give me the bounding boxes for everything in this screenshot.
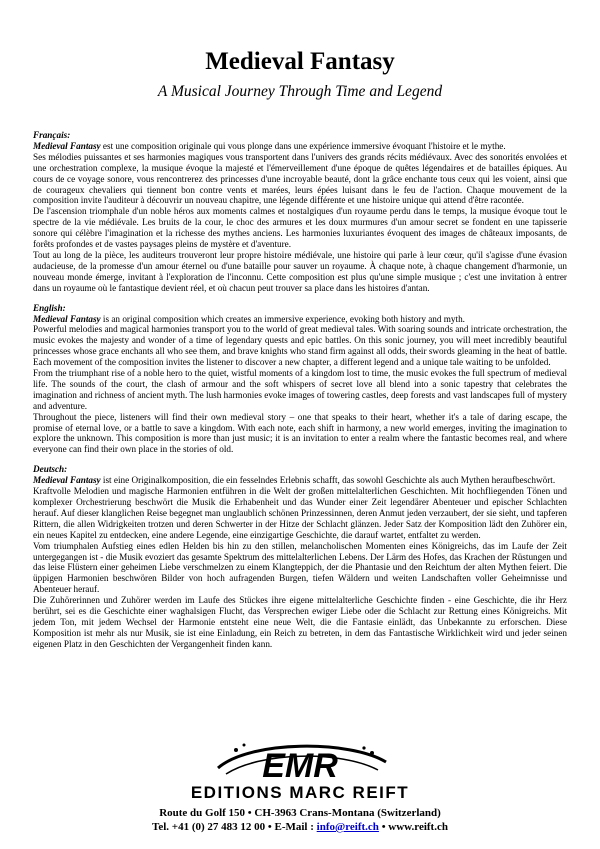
section-german (33, 464, 567, 649)
logo-text: EMR (262, 747, 338, 782)
section-heading-english: English: (33, 302, 66, 313)
work-title-inline: Medieval Fantasy (33, 140, 101, 151)
work-title-inline: Medieval Fantasy (33, 475, 101, 486)
paragraph: Throughout the piece, listeners will find their own medieval story – one that speaks to their heart, whether it's a tale of daring escape, the promise of eternal love, or a battle to save a kingdom. With each note, each shift in harmony, a new world emerges, inviting the imagination to explore the unknown. This composition is more than just music; it is an invitation to enter a realm where the fantastic becomes real, and where everyone can find their own place in the stories of old. (33, 411, 567, 455)
section-heading-french: Français: (33, 130, 71, 140)
work-title-inline: Medieval Fantasy (33, 313, 101, 324)
publisher-footer (0, 738, 600, 834)
email-link[interactable]: info@reift.ch (316, 821, 379, 833)
section-english (33, 303, 567, 456)
publisher-name: EDITIONS MARC REIFT (190, 783, 410, 802)
paragraph: De l'ascension triomphale d'un noble héros aux moments calmes et nostalgiques d'un royaume perdu dans le temps, la musique évoque tout le spectre de la vie médiévale. Les bruits de la cour, le choc des armures et les doux murmures d'un amour secret se fondent en une tapisserie sonore qui célèbre l'imagination et la richesse des mythes anciens. Les harmonies luxuriantes évoquent des images de châteaux imposants, de forêts profondes et de vastes paysages pleins de mystère et d'aventure. (33, 206, 567, 250)
paragraph-text: is an original composition which creates an immersive experience, evoking both history and myth. (100, 313, 465, 324)
section-french (33, 130, 567, 294)
document-title: Medieval Fantasy (205, 48, 395, 75)
paragraph-text: ist eine Originalkomposition, die ein fesselndes Erlebnis schafft, das sowohl Geschichte als auch Mythen heraufbeschwört. (100, 475, 556, 486)
publisher-address: Route du Golf 150 • CH-3963 Crans-Montana (Switzerland) (159, 807, 441, 819)
paragraph-text: est une composition originale qui vous plonge dans une expérience immersive évoquant l'histoire et le mythe. (100, 140, 506, 151)
paragraph: Tout au long de la pièce, les auditeurs trouveront leur propre histoire médiévale, une histoire qui parle à leur cœur, qu'il s'agisse d'une évasion audacieuse, de la promesse d'un amour éternel ou d'une bataille pour sauver un royaume. À chaque note, à chaque changement d'harmonie, un nouveau monde émerge, invitant à l'exploration de l'inconnu. Cette composition est plus qu'une simple musique ; c'est une invitation à entrer dans un royaume où le fantastique devient réel, et où chacun peut trouver sa place dans les histoires d'antan. (33, 249, 567, 293)
phone-text: Tel. +41 (0) 27 483 12 00 • E-Mail : (152, 821, 317, 833)
paragraph: Kraftvolle Melodien und magische Harmonien entführen in die Welt der großen mittelalterlichen Geschichten. Mit hochfliegenden Tönen und komplexer Orchestrierung beschwört die Musik die Erhabenheit und das Wunder einer Zeit legendärer Abenteuer und epischer Schlachten herauf. Auf dieser klanglichen Reise begegnet man unglaublich schönen Prinzessinnen, deren Anmut jeden verzaubert, der sie sieht, und tapferen Rittern, die allen Widrigkeiten trotzen und deren Schwerter in der Hitze der Schlacht glänzen. Jeder Satz der Komposition lädt den Zuhörer ein, ein neues Kapitel zu entdecken, eine andere Legende, eine einzigartige Geschichte, die darauf wartet, entfaltet zu werden. (33, 486, 567, 540)
paragraph (33, 314, 567, 325)
paragraph: Powerful melodies and magical harmonies transport you to the world of great medieval tales. With soaring sounds and intricate orchestration, the music evokes the majesty and wonder of a time of legendary quests and epic battles. On this sonic journey, you will meet incredibly beautiful princesses whose grace enchants all who see them, and brave knights who stand firm against all odds, their swords gleaming in the heat of battle. Each movement of the composition invites the listener to discover a new chapter, a different legend and a unique tale waiting to be unfolded. (33, 324, 567, 368)
document-subtitle: A Musical Journey Through Time and Legend (157, 83, 443, 100)
emr-logo (180, 738, 420, 782)
paragraph: Ses mélodies puissantes et ses harmonies magiques vous transportent dans l'univers des grands récits médiévaux. Avec des sonorités envolées et une orchestration complexe, la musique évoque la majesté et l'émerveillement d'une époque de quêtes légendaires et de batailles épiques. Au cours de ce voyage sonore, vous rencontrerez des princesses d'une incroyable beauté, dont la grâce enchante tous ceux qui les voient, ainsi que de courageux chevaliers qui tiennent bon contre vents et marées, leurs épées luisant dans le feu de l'action. Chaque mouvement de la composition invite l'auditeur à découvrir un nouveau chapitre, une légende différente et une histoire unique qui attend d'être racontée. (33, 151, 567, 206)
paragraph: Die Zuhörerinnen und Zuhörer werden im Laufe des Stückes ihre eigene mittelalterliche Geschichte finden - eine Geschichte, die ihr Herz berührt, sei es die Geschichte einer waghalsigen Flucht, das Versprechen ewiger Liebe oder die Schlacht zur Rettung eines Königreichs. Mit jedem Ton, mit jedem Wechsel der Harmonie entsteht eine neue Welt, die die Fantasie einlädt, das Unbekannte zu erforschen. Diese Komposition ist mehr als nur Musik, sie ist eine Einladung, ein Reich zu betreten, in dem das Fantastische Wirklichkeit wird und jeder seinen eigenen Platz in den Geschichten der Vergangenheit finden kann. (33, 595, 567, 649)
website-text: • www.reift.ch (378, 821, 448, 833)
paragraph (33, 475, 567, 486)
emr-logo-icon (200, 738, 400, 782)
paragraph: Vom triumphalen Aufstieg eines edlen Helden bis hin zu den stillen, melancholischen Momenten eines Königreichs, das im Laufe der Zeit untergegangen ist - die Musik evoziert das gesamte Spektrum des mittelalterlichen Lebens. Der Lärm des Hofes, das Krachen der Rüstungen und das leise Flüstern einer geheimen Liebe verschmelzen zu einem Klangteppich, der die Phantasie und den Reichtum der alten Mythen feiert. Die üppigen Harmonien beschwören Bilder von hoch aufragenden Burgen, tiefen Wäldern und weiten Landschaften voller Geheimnisse und Abenteuer herauf. (33, 540, 567, 595)
publisher-contact (0, 820, 600, 834)
paragraph (33, 141, 567, 152)
section-heading-german: Deutsch: (33, 464, 68, 475)
document-page (33, 47, 567, 650)
paragraph: From the triumphant rise of a noble hero to the quiet, wistful moments of a kingdom lost to time, the music evokes the full spectrum of medieval life. The sounds of the court, the clash of armour and the soft whispers of secret love all blend into a sonic tapestry that celebrates the imagination and richness of ancient myth. The lush harmonies evoke images of towering castles, deep forests and vast landscapes full of mystery and adventure. (33, 368, 567, 411)
